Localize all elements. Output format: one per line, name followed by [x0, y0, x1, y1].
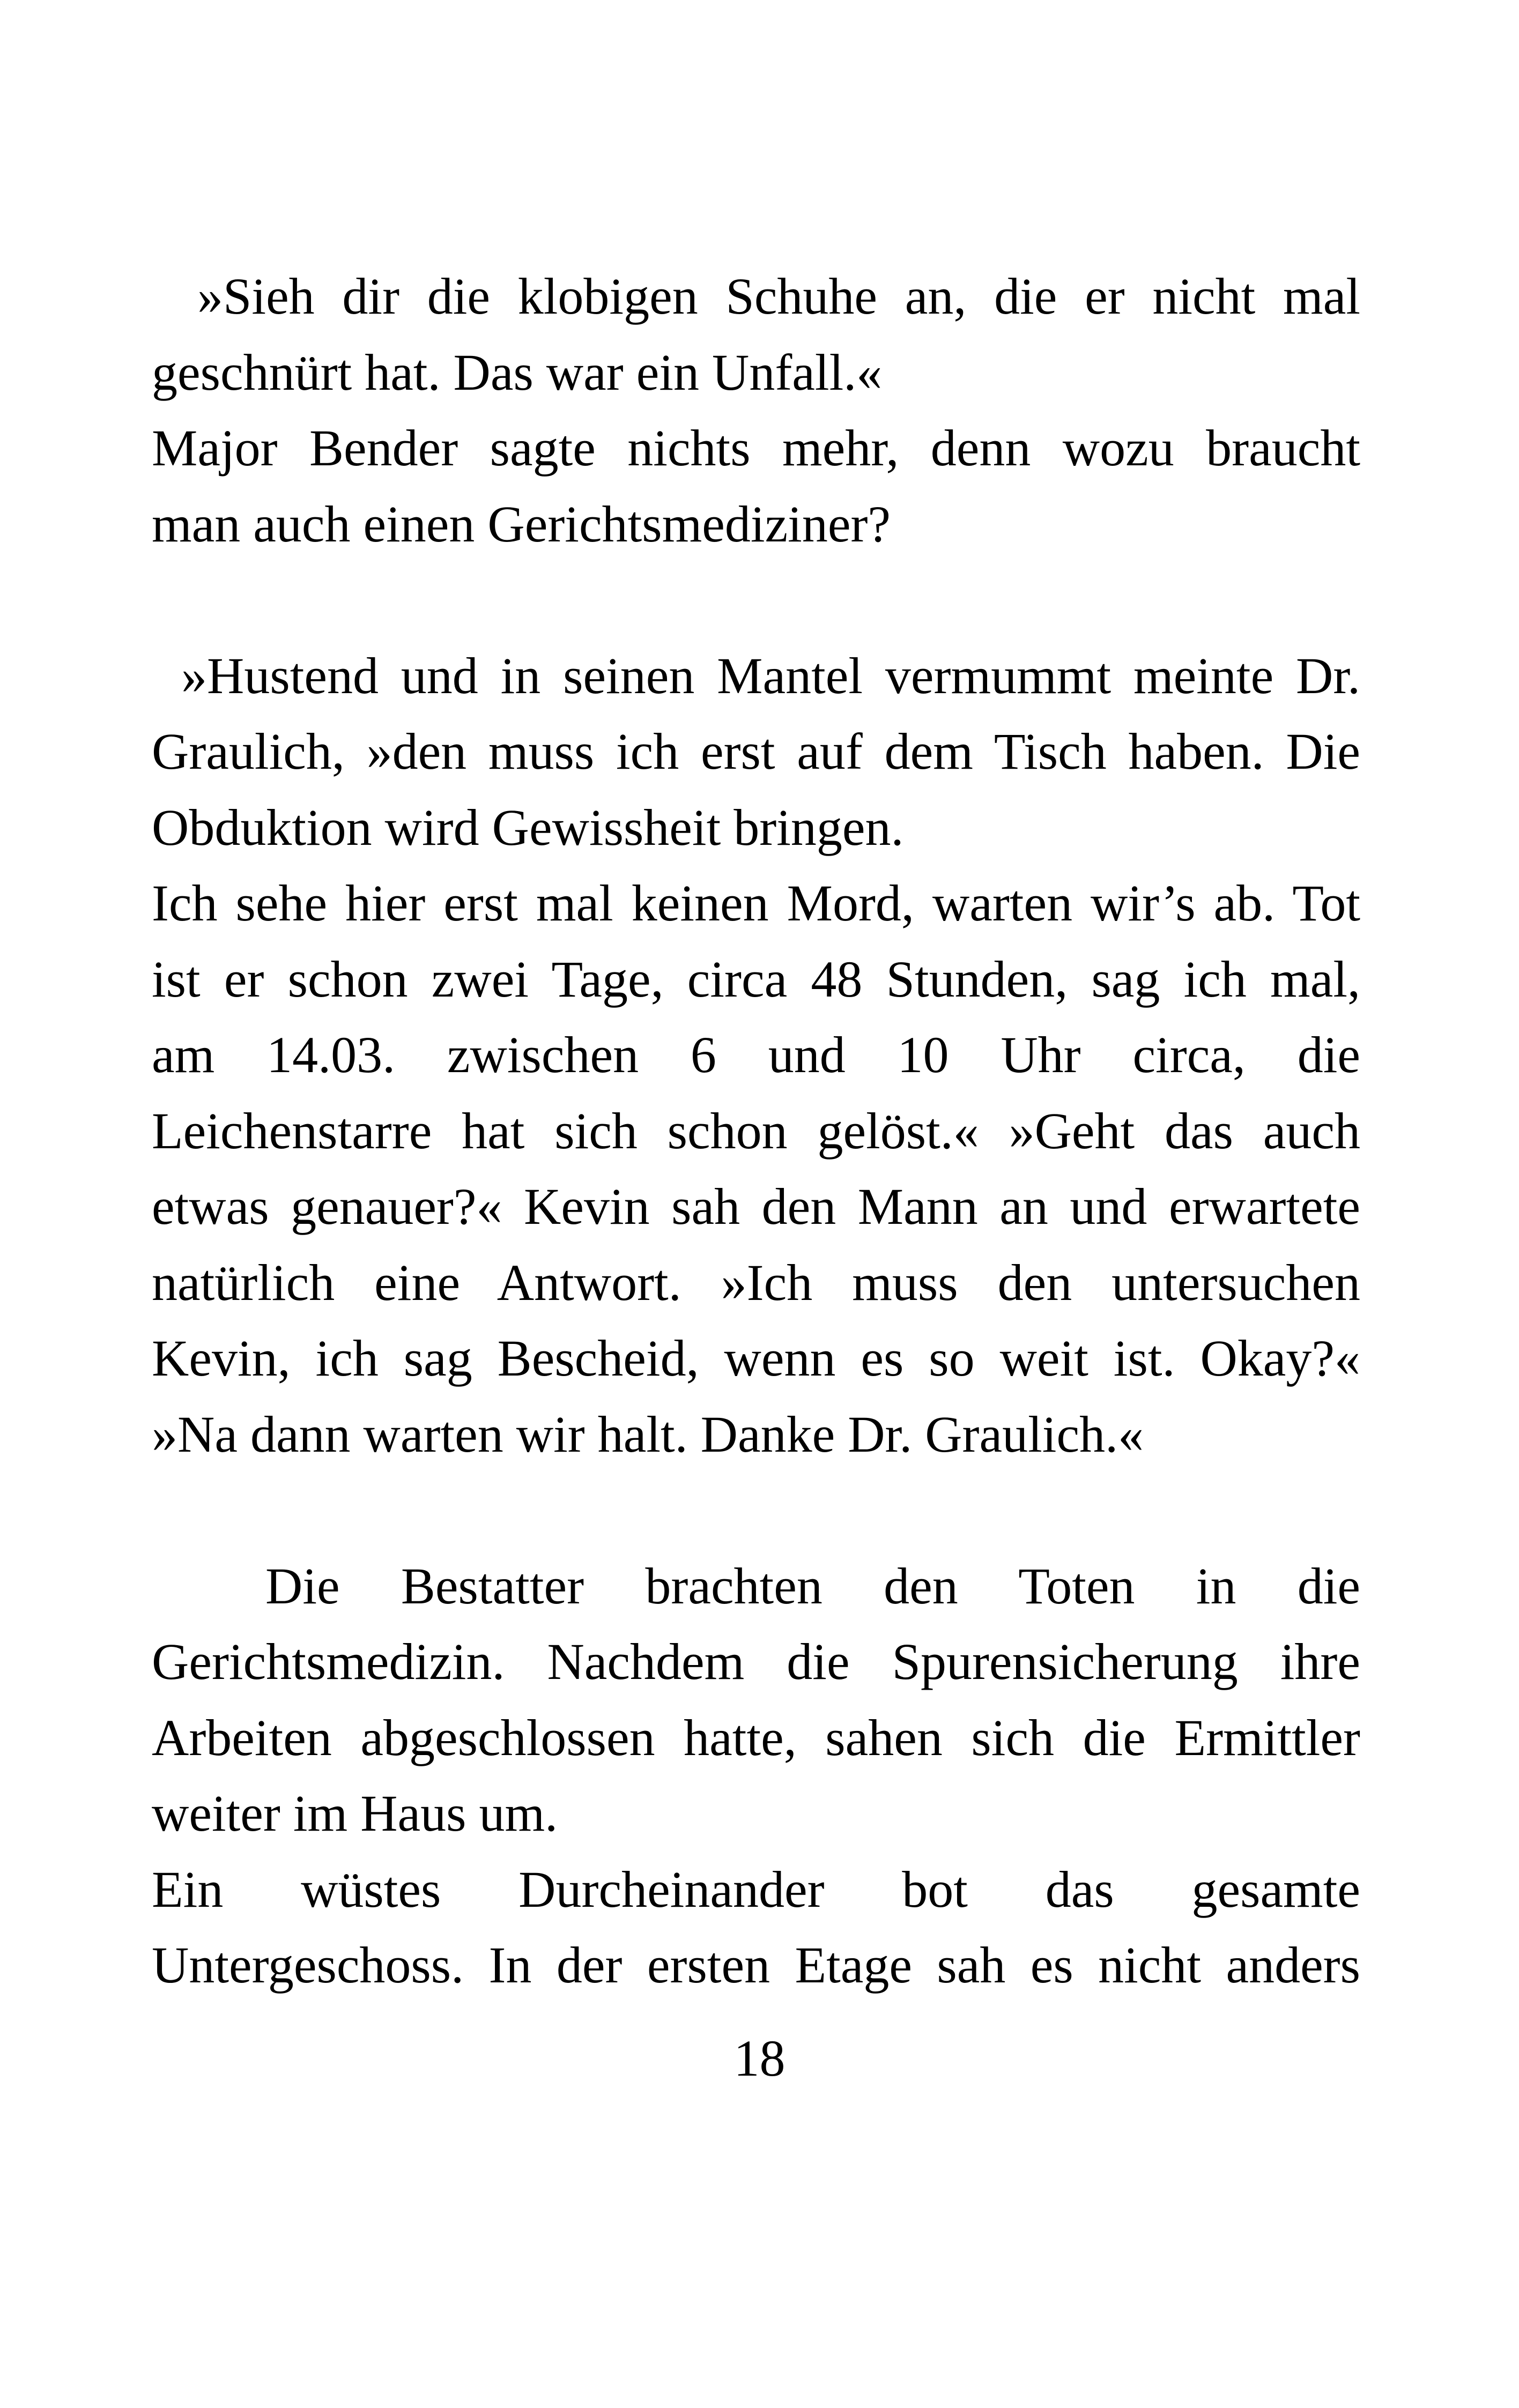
page-number: 18 [733, 2030, 786, 2087]
text-line: »Sieh dir die klobigen Schuhe an, die er nicht mal [197, 267, 1360, 325]
text-line: etwas genauer?« Kevin sah den Mann an und erwartete [152, 1178, 1360, 1235]
text-line: weiter im Haus um. [152, 1785, 558, 1842]
text-line: Graulich, »den muss ich erst auf dem Tisch haben. Die [152, 723, 1360, 780]
text-line: man auch einen Gerichtsmediziner? [152, 495, 891, 553]
text-line: natürlich eine Antwort. »Ich muss den untersuchen [152, 1253, 1360, 1311]
text-line: »Hustend und in seinen Mantel vermummt meinte Dr. [181, 646, 1360, 704]
text-line: Leichenstarre hat sich schon gelöst.« »Geht das auch [152, 1102, 1360, 1160]
text-line: Arbeiten abgeschlossen hatte, sahen sich die Ermittler [152, 1708, 1360, 1766]
text-line: »Na dann warten wir halt. Danke Dr. Graulich.« [152, 1405, 1144, 1463]
paragraph-gap [152, 562, 1360, 638]
text-line: Untergeschoss. In der ersten Etage sah es nicht anders [152, 1936, 1360, 1994]
text-line: Obduktion wird Gewissheit bringen. [152, 798, 904, 856]
text-line: Kevin, ich sag Bescheid, wenn es so weit ist. Okay?« [152, 1329, 1360, 1387]
text-line: ist er schon zwei Tage, circa 48 Stunden, sag ich mal, [152, 950, 1360, 1008]
text-line: Die Bestatter brachten den Toten in die [265, 1557, 1360, 1615]
paragraph-gap [152, 1472, 1360, 1548]
text-line: Gerichtsmedizin. Nachdem die Spurensicherung ihre [152, 1633, 1360, 1690]
text-line: Ein wüstes Durcheinander bot das gesamte [152, 1860, 1360, 1918]
body-text [152, 258, 1360, 2003]
text-line: geschnürt hat. Das war ein Unfall.« [152, 343, 883, 401]
text-line: Ich sehe hier erst mal keinen Mord, warten wir’s ab. Tot [152, 874, 1360, 932]
text-line: Major Bender sagte nichts mehr, denn wozu braucht [152, 419, 1360, 477]
text-line: am 14.03. zwischen 6 und 10 Uhr circa, die [152, 1026, 1360, 1083]
